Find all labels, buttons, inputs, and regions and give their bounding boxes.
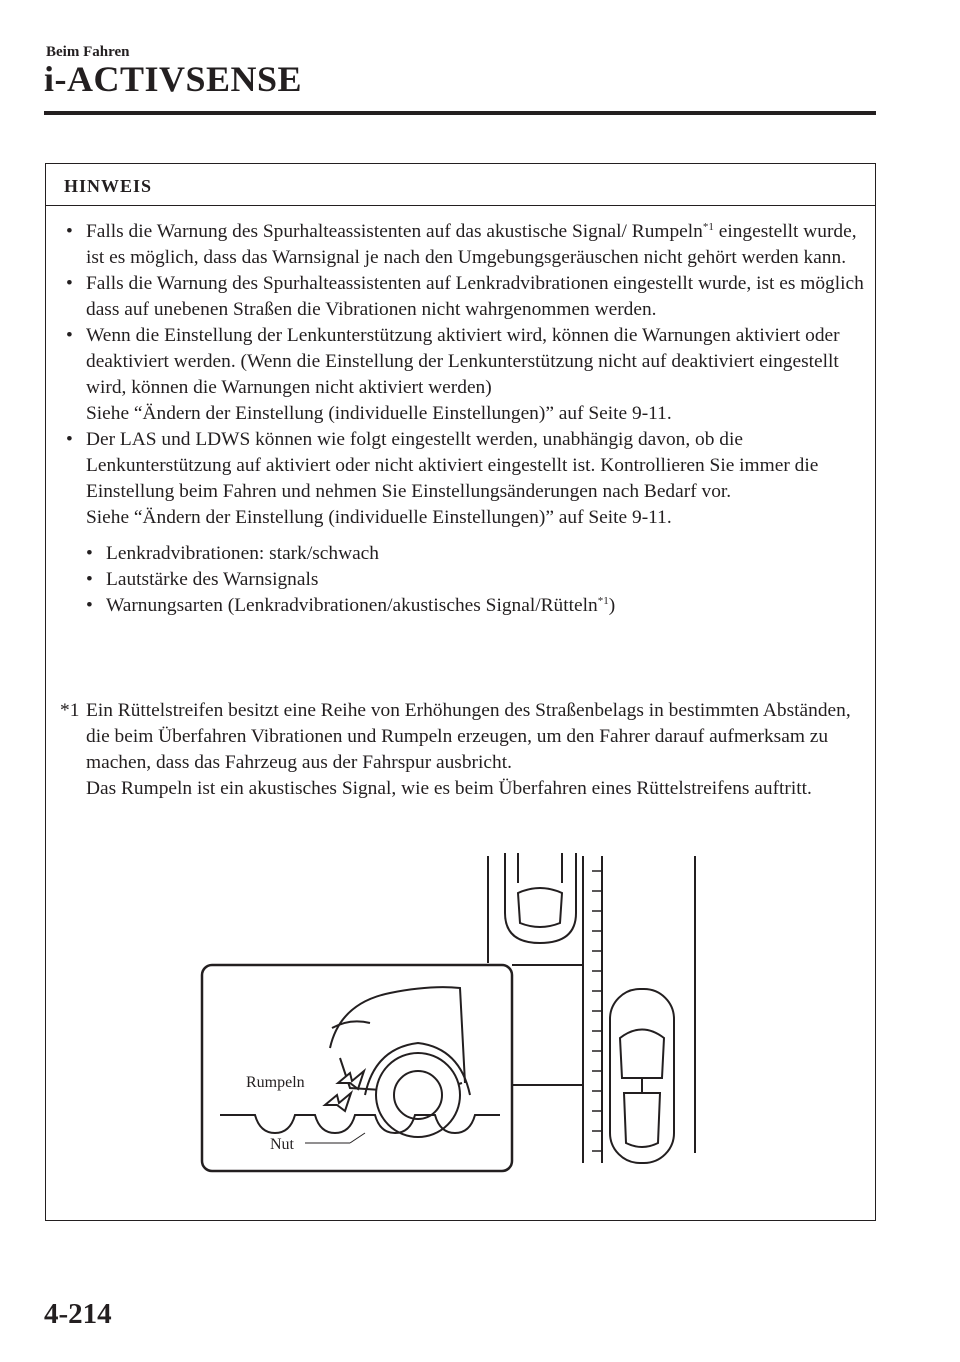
footnote-ref: *1 (702, 221, 714, 233)
rumble-label: Rumpeln (246, 1074, 305, 1091)
callout-connector (512, 965, 583, 1085)
section-label: Beim Fahren (46, 44, 130, 60)
page-title: i-ACTIVSENSE (44, 59, 303, 99)
list-item (66, 323, 866, 427)
bullet-icon: • (66, 325, 73, 346)
groove-label: Nut (270, 1136, 294, 1153)
sub-item-text: Lautstärke des Warnsignals (106, 569, 319, 590)
sub-item-text: Lenkradvibrationen: stark/schwach (106, 543, 379, 564)
settings-sub-list (86, 541, 866, 619)
rumble-strip-ticks (592, 871, 602, 1151)
sub-list-item (86, 593, 866, 619)
bullet-icon: • (66, 429, 73, 450)
rumble-strip-illustration (200, 853, 720, 1183)
footnote (60, 698, 866, 802)
item-text: Falls die Warnung des Spurhalteassistenten auf das akustische Signal/ Rumpeln (86, 221, 703, 242)
page-number: 4-214 (44, 1298, 112, 1330)
car-bottom (610, 989, 674, 1163)
bullet-icon: • (66, 221, 73, 242)
bullet-icon: • (86, 569, 93, 590)
note-title: HINWEIS (64, 176, 153, 196)
item-text-after: eingestellt wurde, ist es möglich, dass das Warnsignal je nach den Umgebungsgeräuschen nicht gehört werden kann. (86, 221, 857, 268)
list-item-text (86, 219, 866, 271)
note-bullet-list (66, 219, 866, 619)
sub-list-item (86, 541, 866, 567)
page-reference: Siehe “Ändern der Einstellung (individuelle Einstellungen)” auf Seite 9-11. (86, 403, 672, 424)
sub-item-text-after: ) (608, 595, 616, 616)
note-title-divider (46, 205, 875, 206)
list-item-text: Der LAS und LDWS können wie folgt eingestellt werden, unabhängig davon, ob die Lenkunterstützung auf aktiviert oder nicht aktiviert eingestellt ist. Kontrollieren Sie immer die Einstellung beim Fahren und nehmen Sie Einstellungsänderungen nach Bedarf vor. (86, 429, 819, 502)
heading-divider (44, 111, 876, 115)
footnote-body (60, 698, 866, 802)
bullet-icon: • (86, 595, 93, 616)
footnote-text: Ein Rüttelstreifen besitzt eine Reihe von Erhöhungen des Straßenbelags in bestimmten Abständen, die beim Überfahren Vibrationen und Rumpeln erzeugen, um den Fahrer darauf aufmerksam zu machen, dass das Fahrzeug aus der Fahrspur ausbricht. (86, 700, 851, 773)
footnote-text-2: Das Rumpeln ist ein akustisches Signal, wie es beim Überfahren eines Rüttelstreifens auftritt. (86, 778, 812, 799)
bullet-icon: • (66, 273, 73, 294)
footnote-ref: *1 (597, 595, 609, 607)
page-reference: Siehe “Ändern der Einstellung (individuelle Einstellungen)” auf Seite 9-11. (86, 507, 672, 528)
sub-item-text: Warnungsarten (Lenkradvibrationen/akustisches Signal/Rütteln (106, 595, 598, 616)
detail-panel (202, 965, 512, 1171)
footnote-mark: *1 (60, 700, 80, 721)
list-item (66, 271, 866, 323)
bullet-icon: • (86, 543, 93, 564)
car-top (505, 853, 576, 943)
list-item-text: Wenn die Einstellung der Lenkunterstützung aktiviert wird, können die Warnungen aktiviert oder deaktiviert werden. (Wenn die Einstellung der Lenkunterstützung nicht auf deaktiviert eingestellt wird, können die Warnungen nicht aktiviert werden) (86, 325, 840, 398)
list-item (66, 427, 866, 619)
sub-list-item (86, 567, 866, 593)
list-item (66, 219, 866, 271)
list-item-text: Falls die Warnung des Spurhalteassistenten auf Lenkradvibrationen eingestellt wurde, ist es möglich dass auf unebenen Straßen die Vibrationen nicht wahrgenommen werden. (86, 273, 864, 320)
